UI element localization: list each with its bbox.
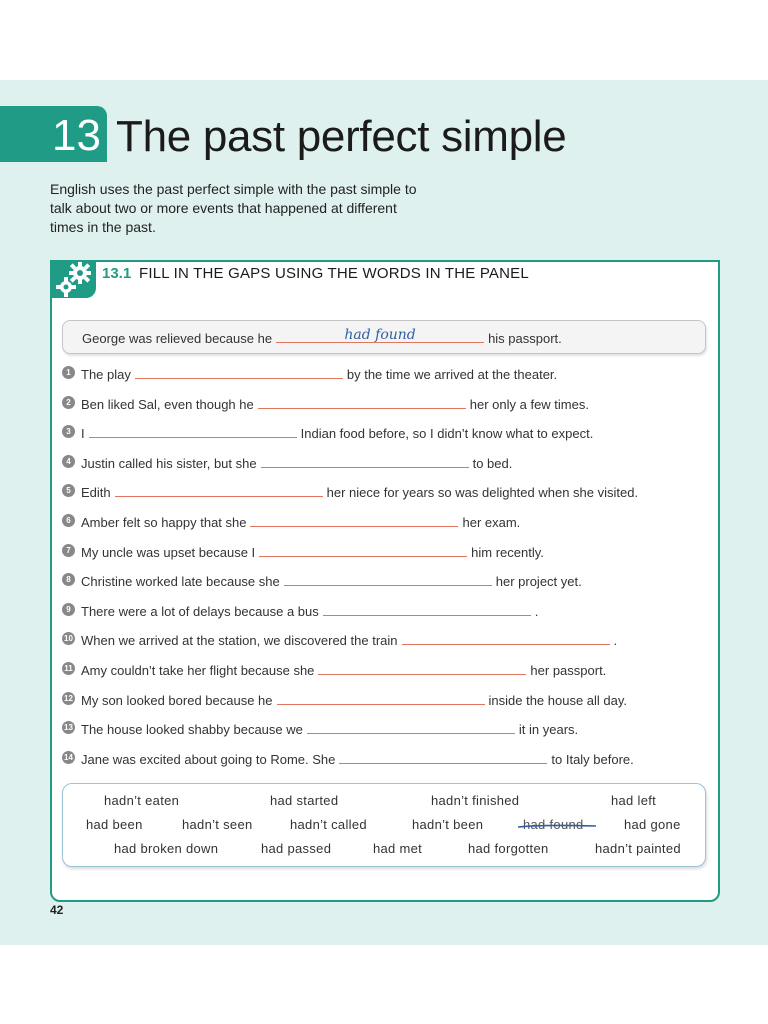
panel-word: hadn’t seen — [182, 817, 253, 832]
item-number: 12 — [62, 692, 75, 705]
panel-word: hadn’t eaten — [104, 793, 180, 808]
item-number: 10 — [62, 632, 75, 645]
item-text-after: her exam. — [462, 515, 521, 530]
answer-blank[interactable] — [258, 394, 466, 409]
item-text-before: Jane was excited about going to Rome. She — [81, 751, 336, 767]
unit-number: 13 — [52, 111, 101, 160]
gears-icon — [54, 261, 94, 297]
answer-blank[interactable] — [307, 719, 515, 734]
item-number: 9 — [62, 603, 75, 616]
panel-word: had started — [270, 793, 339, 808]
exercise-item — [62, 451, 512, 471]
item-number: 4 — [62, 455, 75, 468]
panel-word: had forgotten — [468, 841, 549, 856]
panel-word: had gone — [624, 817, 681, 832]
item-text-after: her only a few times. — [469, 396, 589, 412]
item-text-before: Amy couldn’t take her flight because she — [81, 663, 315, 678]
item-text-after: by the time we arrived at the theater. — [346, 367, 558, 382]
exercise-item — [62, 628, 617, 648]
answer-blank[interactable] — [402, 630, 610, 645]
example-answer: had found — [276, 328, 484, 343]
panel-word: had passed — [261, 841, 332, 856]
answer-blank[interactable] — [115, 482, 323, 497]
item-text-after: . — [534, 603, 539, 619]
item-number: 6 — [62, 514, 75, 527]
item-number: 14 — [62, 751, 75, 764]
item-text-before: There were a lot of delays because a bus — [81, 603, 319, 619]
item-text-after: it in years. — [518, 722, 579, 738]
item-text-before: The play — [81, 367, 131, 382]
item-text-after: inside the house all day. — [488, 692, 628, 708]
panel-word: hadn’t been — [412, 817, 484, 832]
exercise-item — [62, 717, 578, 737]
item-text-after: her passport. — [530, 663, 607, 678]
item-text-after: to Italy before. — [551, 751, 634, 767]
panel-word: hadn’t called — [290, 817, 367, 832]
strikethrough-mark — [517, 822, 597, 831]
exercise-item — [62, 362, 557, 382]
exercise-item — [62, 392, 589, 412]
example-text-before: George was relieved because he — [82, 331, 273, 346]
item-text-after: him recently. — [471, 544, 544, 560]
answer-blank[interactable] — [284, 571, 492, 586]
panel-word: had been — [86, 817, 143, 832]
example-sentence — [82, 326, 562, 346]
exercise-item — [62, 688, 627, 708]
item-text-after: Indian food before, so I didn’t know what to expect. — [300, 426, 594, 442]
panel-word: had broken down — [114, 841, 219, 856]
panel-word: hadn’t finished — [431, 793, 520, 808]
item-text-after: her niece for years so was delighted when she visited. — [326, 485, 639, 501]
item-number: 1 — [62, 366, 75, 379]
answer-blank[interactable] — [339, 749, 547, 764]
item-number: 7 — [62, 544, 75, 557]
panel-word: had left — [611, 793, 657, 808]
item-text-before: My uncle was upset because I — [81, 544, 256, 560]
answer-blank[interactable] — [318, 660, 526, 675]
answer-blank[interactable] — [259, 542, 467, 557]
panel-word — [523, 817, 584, 832]
item-number: 2 — [62, 396, 75, 409]
item-text-before: I — [81, 426, 85, 442]
item-text-before: Amber felt so happy that she — [81, 515, 247, 530]
used-word-wrapper — [523, 817, 584, 832]
panel-word: hadn’t painted — [595, 841, 681, 856]
exercise-item — [62, 747, 634, 767]
exercise-item — [62, 599, 538, 619]
exercise-number: 13.1 — [102, 265, 132, 282]
exercise-item — [62, 421, 593, 441]
item-text-before: Christine worked late because she — [81, 574, 280, 590]
item-text-before: When we arrived at the station, we discovered the train — [81, 633, 398, 649]
item-number: 13 — [62, 721, 75, 734]
answer-blank[interactable] — [135, 364, 343, 379]
item-text-before: Edith — [81, 485, 111, 501]
exercise-item — [62, 540, 544, 560]
exercise-item — [62, 510, 520, 530]
exercise-tab — [50, 260, 96, 298]
item-number: 3 — [62, 425, 75, 438]
item-text-before: Justin called his sister, but she — [81, 455, 257, 471]
intro-text: English uses the past perfect simple with the past simple to talk about two or more events that happened at different times in the past. — [50, 181, 417, 235]
example-text-after: his passport. — [488, 331, 562, 346]
item-text-after: her project yet. — [495, 574, 582, 590]
answer-blank[interactable] — [277, 690, 485, 705]
panel-word: had met — [373, 841, 423, 856]
exercise-heading: FILL IN THE GAPS USING THE WORDS IN THE PANEL — [139, 265, 529, 282]
answer-blank[interactable] — [323, 601, 531, 616]
item-text-after: to bed. — [472, 455, 513, 471]
unit-title: The past perfect simple — [116, 112, 567, 161]
exercise-item — [62, 569, 582, 589]
item-number: 5 — [62, 484, 75, 497]
item-text-before: Ben liked Sal, even though he — [81, 396, 254, 412]
page-number: 42 — [50, 903, 64, 917]
exercise-item — [62, 480, 638, 500]
item-number: 8 — [62, 573, 75, 586]
item-text-before: My son looked bored because he — [81, 692, 273, 708]
answer-blank[interactable] — [89, 423, 297, 438]
item-text-after: . — [613, 633, 618, 649]
item-number: 11 — [62, 662, 75, 675]
answer-blank[interactable] — [250, 512, 458, 527]
answer-blank[interactable] — [261, 453, 469, 468]
used-word-text: had found — [523, 817, 584, 832]
exercise-item — [62, 658, 606, 678]
item-text-before: The house looked shabby because we — [81, 722, 303, 738]
